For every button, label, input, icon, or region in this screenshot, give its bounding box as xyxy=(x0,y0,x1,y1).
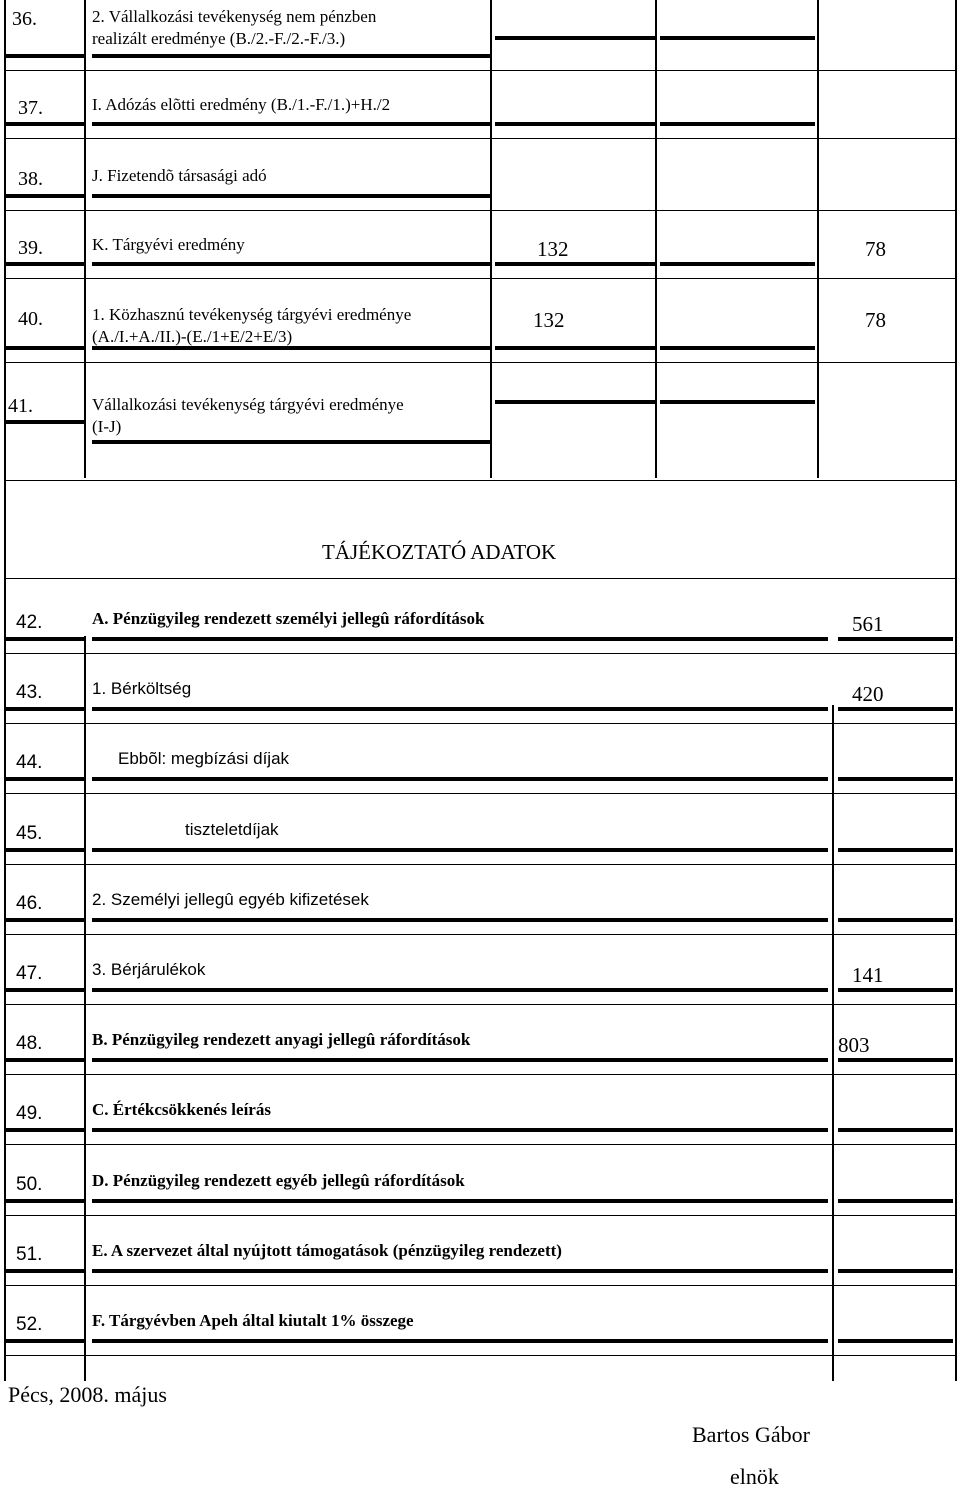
row-label xyxy=(92,165,267,187)
row-divider xyxy=(4,578,957,579)
row-border xyxy=(838,988,953,992)
row-border xyxy=(838,707,953,711)
row-divider xyxy=(4,1285,957,1286)
column-divider xyxy=(655,0,657,478)
row-number: 37. xyxy=(18,97,43,119)
row-number: 40. xyxy=(18,308,43,330)
row-divider xyxy=(4,1144,957,1145)
column-divider xyxy=(832,705,834,1381)
row-border xyxy=(495,122,655,126)
row-border xyxy=(838,1339,953,1343)
row-divider xyxy=(4,934,957,935)
row-number: 39. xyxy=(18,237,43,259)
row-label xyxy=(92,94,390,116)
column-divider xyxy=(817,0,819,478)
row-border xyxy=(660,400,815,404)
row-divider xyxy=(4,70,955,71)
row-label-line: I. Adózás elõtti eredmény (B./1.-F./1.)+H./2 xyxy=(92,95,391,114)
row-border xyxy=(4,1058,84,1062)
row-label: A. Pénzügyileg rendezett személyi jellegû ráfordítások xyxy=(92,609,485,628)
table-border-right xyxy=(955,0,957,482)
row-border xyxy=(92,637,828,641)
row-number: 38. xyxy=(18,168,43,190)
row-divider xyxy=(4,723,957,724)
row-border xyxy=(838,777,953,781)
row-divider xyxy=(4,1355,957,1356)
table-border-left xyxy=(4,578,6,1381)
row-border xyxy=(495,262,655,266)
row-border xyxy=(92,918,828,922)
value-cell: 803 xyxy=(838,1033,870,1057)
row-border xyxy=(92,988,828,992)
row-border xyxy=(838,1128,953,1132)
value-cell: 561 xyxy=(852,612,884,636)
row-number: 47. xyxy=(16,963,43,984)
row-border xyxy=(92,440,490,444)
value-cell: 132 xyxy=(537,237,569,261)
signer-title: elnök xyxy=(730,1464,779,1489)
row-border xyxy=(838,1058,953,1062)
row-label-line: 1. Közhasznú tevékenység tárgyévi eredménye xyxy=(92,305,412,324)
row-label: B. Pénzügyileg rendezett anyagi jellegû ráfordítások xyxy=(92,1030,471,1049)
row-border xyxy=(495,400,655,404)
row-border xyxy=(660,122,815,126)
row-label-line: 2. Vállalkozási tevékenység nem pénzben xyxy=(92,7,377,26)
row-border xyxy=(4,346,84,350)
row-border xyxy=(92,1128,828,1132)
column-divider xyxy=(490,0,492,478)
row-border xyxy=(92,707,828,711)
row-number: 43. xyxy=(16,682,43,703)
table-border-right xyxy=(955,578,957,1381)
row-divider xyxy=(4,362,955,363)
row-number: 52. xyxy=(16,1314,43,1335)
row-label-line: (A./I.+A./II.)-(E./1+E/2+E/3) xyxy=(92,327,293,346)
row-label: E. A szervezet által nyújtott támogatások (pénzügyileg rendezett) xyxy=(92,1241,562,1260)
row-border xyxy=(4,122,84,126)
row-border xyxy=(4,1199,84,1203)
row-label-line: Vállalkozási tevékenység tárgyévi eredménye xyxy=(92,395,404,414)
value-cell: 132 xyxy=(533,308,565,332)
value-cell: 141 xyxy=(852,963,884,987)
row-label xyxy=(92,304,411,348)
row-divider xyxy=(4,1074,957,1075)
row-border xyxy=(4,1269,84,1273)
row-border xyxy=(495,346,655,350)
row-divider xyxy=(4,138,955,139)
row-border xyxy=(4,1339,84,1343)
section-title: TÁJÉKOZTATÓ ADATOK xyxy=(322,540,557,564)
row-number: 41. xyxy=(8,395,33,417)
row-border xyxy=(660,36,815,40)
row-border xyxy=(838,918,953,922)
row-border xyxy=(838,848,953,852)
row-divider xyxy=(4,864,957,865)
row-divider xyxy=(4,1215,957,1216)
row-number: 44. xyxy=(16,752,43,773)
row-divider xyxy=(4,1004,957,1005)
row-border xyxy=(4,1128,84,1132)
row-border xyxy=(838,637,953,641)
row-label xyxy=(92,6,376,50)
row-label: D. Pénzügyileg rendezett egyéb jellegû ráfordítások xyxy=(92,1171,465,1190)
row-number: 51. xyxy=(16,1244,43,1265)
row-border xyxy=(4,262,84,266)
signer-name: Bartos Gábor xyxy=(692,1422,810,1447)
row-border xyxy=(4,54,84,58)
row-label: 1. Bérköltség xyxy=(92,679,192,698)
row-label-line: realizált eredménye (B./2.-F./2.-F./3.) xyxy=(92,29,346,48)
row-border xyxy=(4,848,84,852)
row-label xyxy=(92,234,245,256)
row-number: 50. xyxy=(16,1174,43,1195)
row-border xyxy=(4,707,84,711)
row-border xyxy=(92,777,828,781)
row-border xyxy=(4,777,84,781)
row-number: 49. xyxy=(16,1103,43,1124)
row-label-line: (I-J) xyxy=(92,417,122,436)
row-number: 36. xyxy=(12,8,37,30)
row-border xyxy=(92,1058,828,1062)
column-divider xyxy=(84,636,86,1381)
row-divider xyxy=(4,210,955,211)
row-border xyxy=(4,194,84,198)
row-border xyxy=(92,122,490,126)
table-border-left xyxy=(4,0,6,482)
row-label: Ebbõl: megbízási díjak xyxy=(118,749,290,768)
row-border xyxy=(4,918,84,922)
place-date: Pécs, 2008. május xyxy=(8,1382,167,1407)
row-border xyxy=(92,194,490,198)
row-border xyxy=(92,1269,828,1273)
row-number: 46. xyxy=(16,893,43,914)
row-border xyxy=(92,848,828,852)
value-cell: 78 xyxy=(865,308,886,332)
row-label: F. Tárgyévben Apeh által kiutalt 1% összege xyxy=(92,1311,414,1330)
column-divider xyxy=(84,0,86,478)
row-border xyxy=(838,1199,953,1203)
row-border xyxy=(4,637,84,641)
row-divider xyxy=(4,653,957,654)
section-title-cell xyxy=(4,480,957,580)
row-border xyxy=(92,1339,828,1343)
row-border xyxy=(495,36,655,40)
row-border xyxy=(92,1199,828,1203)
row-label: C. Értékcsökkenés leírás xyxy=(92,1100,271,1119)
row-divider xyxy=(4,278,955,279)
row-border xyxy=(660,346,815,350)
row-border xyxy=(660,262,815,266)
row-label-line: K. Tárgyévi eredmény xyxy=(92,235,245,254)
row-number: 42. xyxy=(16,612,43,633)
row-label-line: J. Fizetendõ társasági adó xyxy=(92,166,267,185)
row-border xyxy=(4,420,84,424)
value-cell: 420 xyxy=(852,682,884,706)
row-divider xyxy=(4,793,957,794)
row-label: 3. Bérjárulékok xyxy=(92,960,206,979)
row-border xyxy=(4,988,84,992)
row-label xyxy=(92,394,404,438)
value-cell: 78 xyxy=(865,237,886,261)
row-number: 45. xyxy=(16,823,43,844)
row-label: tiszteletdíjak xyxy=(185,820,279,839)
row-number: 48. xyxy=(16,1033,43,1054)
row-border xyxy=(838,1269,953,1273)
row-label: 2. Személyi jellegû egyéb kifizetések xyxy=(92,890,369,909)
row-border xyxy=(92,54,490,58)
row-border xyxy=(92,262,490,266)
